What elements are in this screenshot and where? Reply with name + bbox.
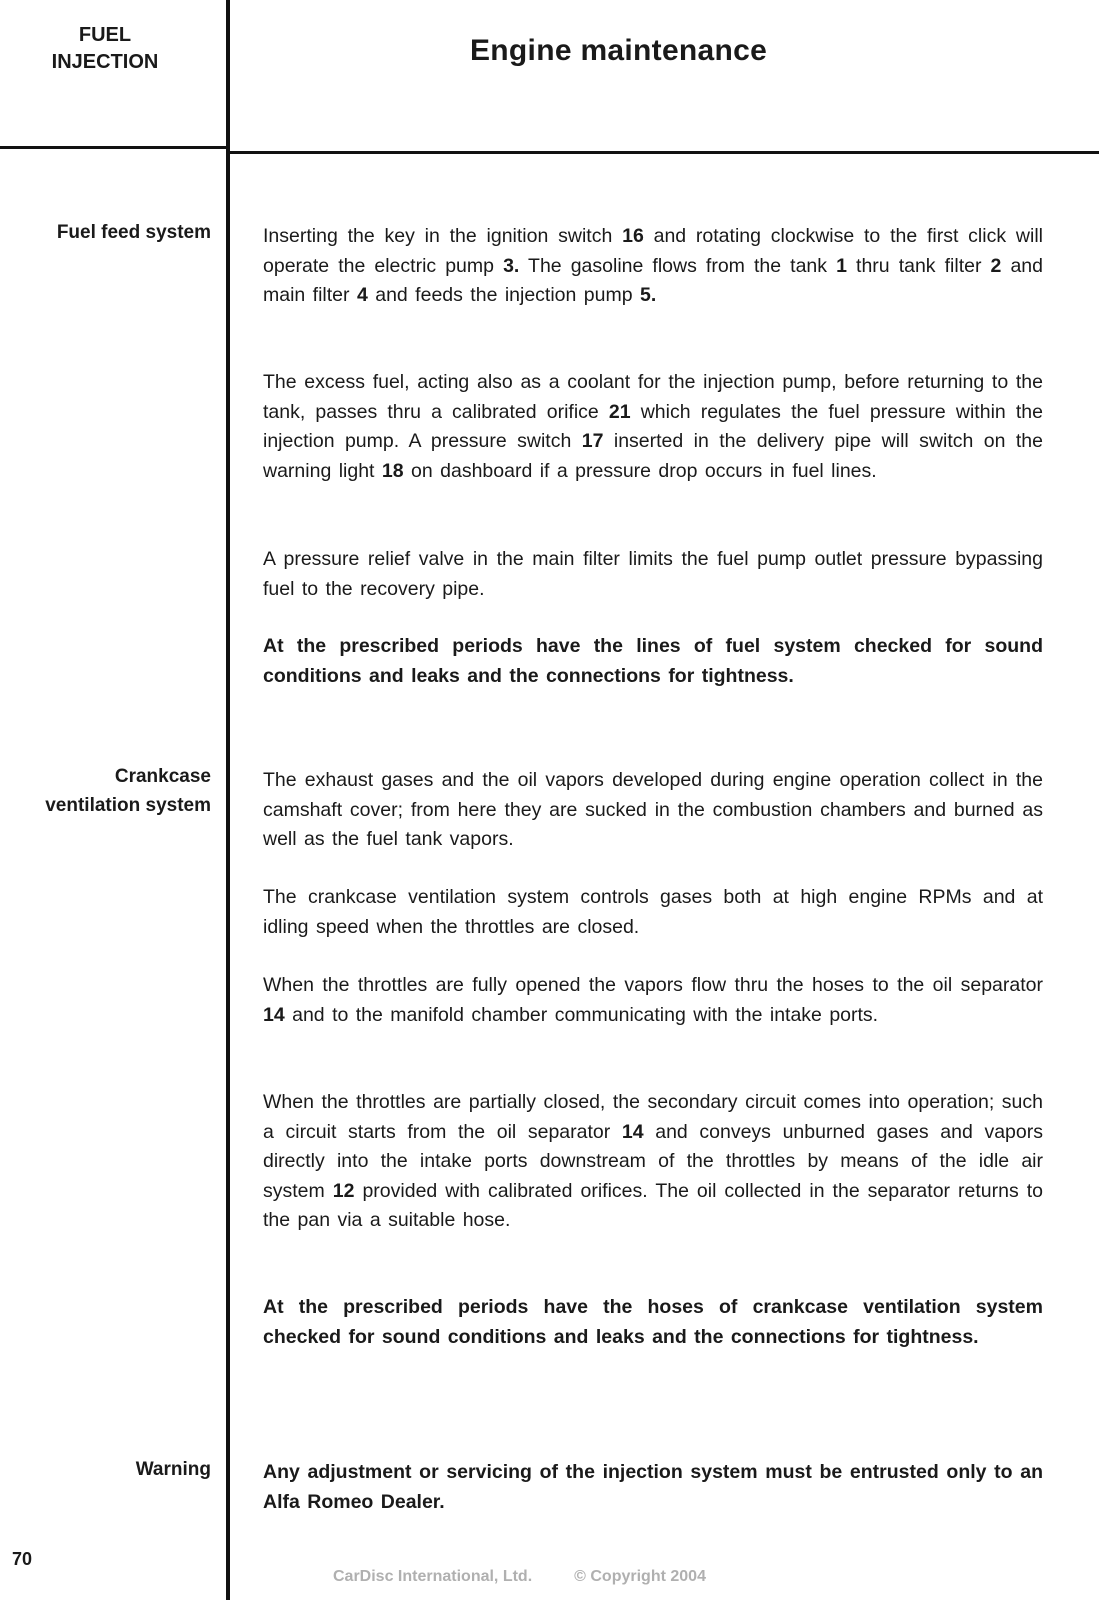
crankcase-paragraph-2: The crankcase ventilation system controls gases both at high engine RPMs and at idling speed when the throttles are closed. <box>263 886 1043 938</box>
ref-number: 12 <box>332 1179 355 1202</box>
header-rule-left <box>0 146 226 149</box>
ref-number: 1 <box>836 254 847 277</box>
crankcase-label-line2: ventilation system <box>45 795 211 816</box>
ref-number: 4 <box>356 284 368 306</box>
footer-copyright: © Copyright 2004 <box>574 1568 706 1585</box>
warning-label: Warning <box>135 1459 211 1480</box>
ref-number: 5. <box>640 284 657 306</box>
crankcase-paragraph-1: The exhaust gases and the oil vapors developed during engine operation collect in the camshaft cover; from here they are sucked in the combustion chambers and burned as well as the fuel tank vapors. <box>263 769 1043 850</box>
crankcase-label <box>1 762 211 820</box>
warning-text: Any adjustment or servicing of the injection system must be entrusted only to an Alfa Romeo Dealer. <box>263 1461 1043 1513</box>
crankcase-paragraph-4: When the throttles are partially closed, the secondary circuit comes into operation; such a circuit starts from the oil separator 14 and conveys unburned gases and vapors directly into the intake ports downstream of the throttles by means of the idle air system 12 provided with calibrated orifices. The oil collected in the separator returns to the pan via a suitable hose. <box>263 1091 1043 1231</box>
crankcase-label-line1: Crankcase <box>114 766 211 787</box>
fuel-feed-paragraph-1: Inserting the key in the ignition switch 16 and rotating clockwise to the first click will operate the electric pump 3. The gasoline flows from the tank 1 thru tank filter 2 and main filter 4 and feeds the injection pump 5. <box>263 225 1043 306</box>
fuel-feed-paragraph-3: A pressure relief valve in the main filter limits the fuel pump outlet pressure bypassing fuel to the recovery pipe. <box>263 548 1043 600</box>
footer <box>333 1568 748 1586</box>
ref-number: 16 <box>622 225 644 247</box>
footer-company: CarDisc International, Ltd. <box>333 1568 533 1585</box>
fuel-feed-paragraph-2: The excess fuel, acting also as a coolant for the injection pump, before returning to the tank, passes thru a calibrated orifice 21 which regulates the fuel pressure within the injection pump. A pressure switch 17 inserted in the delivery pipe will switch on the warning light 18 on dashboard if a pressure drop occurs in fuel lines. <box>263 371 1043 482</box>
page-title: Engine maintenance <box>470 34 768 67</box>
ref-number: 17 <box>581 430 604 452</box>
ref-number: 14 <box>263 1003 285 1026</box>
fuel-feed-maintenance-note: At the prescribed periods have the lines of fuel system checked for sound conditions and leaks and the connections for tightness. <box>263 635 1043 687</box>
ref-number: 3. <box>503 254 520 277</box>
page-number: 70 <box>12 1549 33 1569</box>
crankcase-maintenance-note: At the prescribed periods have the hoses of crankcase ventilation system checked for sound conditions and leaks and the connections for tightness. <box>263 1296 1043 1348</box>
header-rule-right <box>230 151 1099 154</box>
ref-number: 14 <box>621 1120 644 1143</box>
fuel-feed-label: Fuel feed system <box>56 222 211 243</box>
section-tag-line1: FUEL <box>78 24 132 46</box>
section-tag-line2: INJECTION <box>51 51 159 73</box>
ref-number: 21 <box>608 400 631 423</box>
ref-number: 2 <box>990 254 1002 277</box>
section-tag <box>30 22 180 76</box>
ref-number: 18 <box>381 459 404 482</box>
crankcase-paragraph-3: When the throttles are fully opened the vapors flow thru the hoses to the oil separator 14 and to the manifold chamber communicating with the intake ports. <box>263 974 1043 1026</box>
vertical-divider <box>226 0 230 1600</box>
